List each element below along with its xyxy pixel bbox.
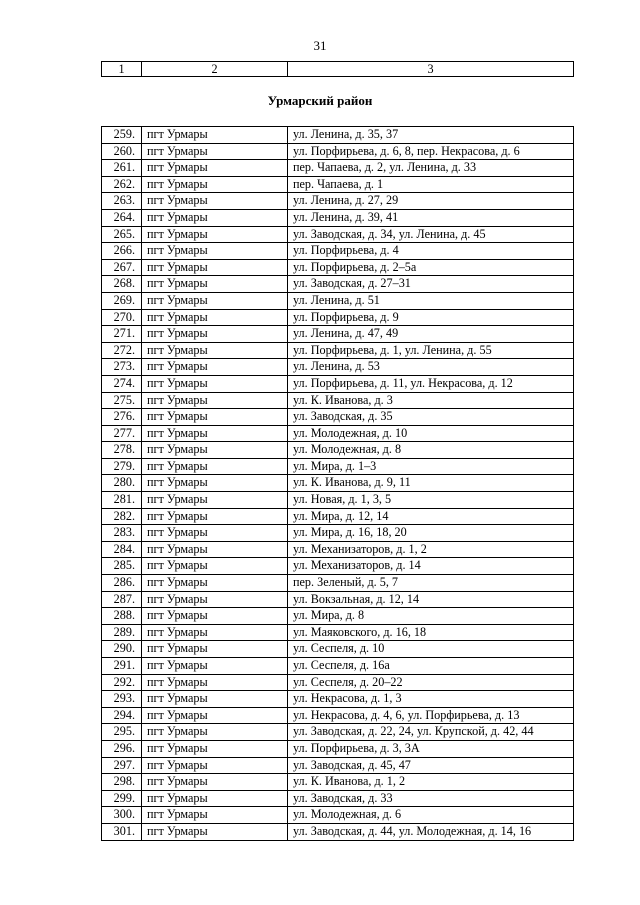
table-row	[102, 575, 574, 592]
row-address: ул. Мира, д. 12, 14	[288, 508, 574, 525]
row-address: ул. Порфирьева, д. 6, 8, пер. Некрасова, д. 6	[288, 143, 574, 160]
page-number: 31	[313, 38, 327, 53]
row-address: ул. Сеспеля, д. 10	[288, 641, 574, 658]
row-settlement: пгт Урмары	[142, 243, 288, 260]
table-row	[102, 608, 574, 625]
row-address: ул. Механизаторов, д. 1, 2	[288, 541, 574, 558]
row-number: 268.	[102, 276, 142, 293]
row-address: ул. Мира, д. 16, 18, 20	[288, 525, 574, 542]
row-address: пер. Чапаева, д. 2, ул. Ленина, д. 33	[288, 160, 574, 177]
row-address: ул. Порфирьева, д. 11, ул. Некрасова, д. 12	[288, 375, 574, 392]
row-address: ул. Молодежная, д. 10	[288, 425, 574, 442]
row-settlement: пгт Урмары	[142, 442, 288, 459]
table-row	[102, 624, 574, 641]
row-number: 264.	[102, 209, 142, 226]
row-number: 287.	[102, 591, 142, 608]
row-number: 298.	[102, 774, 142, 791]
table-row	[102, 807, 574, 824]
row-settlement: пгт Урмары	[142, 757, 288, 774]
row-address: ул. Ленина, д. 47, 49	[288, 326, 574, 343]
table-row	[102, 309, 574, 326]
table-row	[102, 259, 574, 276]
row-number: 271.	[102, 326, 142, 343]
row-settlement: пгт Урмары	[142, 375, 288, 392]
row-address: пер. Чапаева, д. 1	[288, 176, 574, 193]
row-settlement: пгт Урмары	[142, 309, 288, 326]
row-settlement: пгт Урмары	[142, 508, 288, 525]
row-settlement: пгт Урмары	[142, 740, 288, 757]
table-row	[102, 292, 574, 309]
row-settlement: пгт Урмары	[142, 160, 288, 177]
row-settlement: пгт Урмары	[142, 226, 288, 243]
row-settlement: пгт Урмары	[142, 624, 288, 641]
row-address: ул. Сеспеля, д. 20–22	[288, 674, 574, 691]
row-number: 278.	[102, 442, 142, 459]
row-address: ул. Новая, д. 1, 3, 5	[288, 492, 574, 509]
row-settlement: пгт Урмары	[142, 658, 288, 675]
row-settlement: пгт Урмары	[142, 541, 288, 558]
address-table	[101, 126, 574, 841]
table-row	[102, 541, 574, 558]
table-row	[102, 326, 574, 343]
table-row	[102, 375, 574, 392]
row-number: 292.	[102, 674, 142, 691]
row-settlement: пгт Урмары	[142, 674, 288, 691]
row-address: пер. Зеленый, д. 5, 7	[288, 575, 574, 592]
table-row	[102, 525, 574, 542]
address-table-body	[102, 127, 574, 841]
table-row	[102, 458, 574, 475]
table-row	[102, 209, 574, 226]
row-number: 291.	[102, 658, 142, 675]
row-number: 260.	[102, 143, 142, 160]
table-row	[102, 823, 574, 840]
row-number: 266.	[102, 243, 142, 260]
row-settlement: пгт Урмары	[142, 475, 288, 492]
row-number: 269.	[102, 292, 142, 309]
row-settlement: пгт Урмары	[142, 259, 288, 276]
row-address: ул. Ленина, д. 53	[288, 359, 574, 376]
row-number: 279.	[102, 458, 142, 475]
row-number: 274.	[102, 375, 142, 392]
table-row	[102, 276, 574, 293]
table-row	[102, 707, 574, 724]
table-row	[102, 226, 574, 243]
row-settlement: пгт Урмары	[142, 591, 288, 608]
row-address: ул. Сеспеля, д. 16а	[288, 658, 574, 675]
column-header-table	[101, 61, 574, 77]
row-settlement: пгт Урмары	[142, 209, 288, 226]
row-address: ул. Заводская, д. 22, 24, ул. Крупской, д. 42, 44	[288, 724, 574, 741]
row-settlement: пгт Урмары	[142, 790, 288, 807]
column-header-2: 2	[142, 62, 288, 77]
row-number: 267.	[102, 259, 142, 276]
row-address: ул. Мира, д. 1–3	[288, 458, 574, 475]
row-number: 273.	[102, 359, 142, 376]
row-address: ул. Некрасова, д. 1, 3	[288, 691, 574, 708]
row-address: ул. Механизаторов, д. 14	[288, 558, 574, 575]
row-number: 297.	[102, 757, 142, 774]
table-row	[102, 674, 574, 691]
row-settlement: пгт Урмары	[142, 425, 288, 442]
row-settlement: пгт Урмары	[142, 724, 288, 741]
row-settlement: пгт Урмары	[142, 326, 288, 343]
row-address: ул. Молодежная, д. 6	[288, 807, 574, 824]
row-number: 281.	[102, 492, 142, 509]
row-settlement: пгт Урмары	[142, 409, 288, 426]
row-address: ул. Некрасова, д. 4, 6, ул. Порфирьева, д. 13	[288, 707, 574, 724]
row-address: ул. Порфирьева, д. 4	[288, 243, 574, 260]
row-number: 272.	[102, 342, 142, 359]
row-number: 261.	[102, 160, 142, 177]
table-row	[102, 160, 574, 177]
table-row	[102, 176, 574, 193]
row-address: ул. Ленина, д. 51	[288, 292, 574, 309]
row-settlement: пгт Урмары	[142, 176, 288, 193]
table-row	[102, 442, 574, 459]
row-address: ул. Порфирьева, д. 9	[288, 309, 574, 326]
table-row	[102, 492, 574, 509]
table-row	[102, 757, 574, 774]
table-row	[102, 790, 574, 807]
row-number: 259.	[102, 127, 142, 144]
table-row	[102, 243, 574, 260]
row-address: ул. Порфирьева, д. 2–5а	[288, 259, 574, 276]
row-address: ул. Ленина, д. 35, 37	[288, 127, 574, 144]
row-address: ул. Ленина, д. 27, 29	[288, 193, 574, 210]
row-number: 296.	[102, 740, 142, 757]
row-settlement: пгт Урмары	[142, 127, 288, 144]
row-address: ул. Порфирьева, д. 3, 3А	[288, 740, 574, 757]
table-row	[102, 193, 574, 210]
row-number: 286.	[102, 575, 142, 592]
row-settlement: пгт Урмары	[142, 707, 288, 724]
column-header-row	[102, 62, 574, 77]
row-number: 290.	[102, 641, 142, 658]
row-address: ул. К. Иванова, д. 1, 2	[288, 774, 574, 791]
row-address: ул. Заводская, д. 44, ул. Молодежная, д. 14, 16	[288, 823, 574, 840]
table-row	[102, 558, 574, 575]
table-row	[102, 740, 574, 757]
row-settlement: пгт Урмары	[142, 143, 288, 160]
table-row	[102, 641, 574, 658]
row-settlement: пгт Урмары	[142, 807, 288, 824]
row-number: 283.	[102, 525, 142, 542]
row-settlement: пгт Урмары	[142, 193, 288, 210]
table-row	[102, 475, 574, 492]
row-settlement: пгт Урмары	[142, 641, 288, 658]
row-number: 284.	[102, 541, 142, 558]
row-settlement: пгт Урмары	[142, 691, 288, 708]
row-address: ул. Заводская, д. 34, ул. Ленина, д. 45	[288, 226, 574, 243]
table-row	[102, 409, 574, 426]
row-settlement: пгт Урмары	[142, 342, 288, 359]
section-title: Урмарский район	[267, 93, 373, 108]
row-number: 280.	[102, 475, 142, 492]
row-number: 288.	[102, 608, 142, 625]
row-settlement: пгт Урмары	[142, 608, 288, 625]
row-address: ул. Заводская, д. 27–31	[288, 276, 574, 293]
row-number: 294.	[102, 707, 142, 724]
table-row	[102, 359, 574, 376]
table-row	[102, 392, 574, 409]
row-settlement: пгт Урмары	[142, 276, 288, 293]
row-settlement: пгт Урмары	[142, 525, 288, 542]
row-settlement: пгт Урмары	[142, 558, 288, 575]
row-settlement: пгт Урмары	[142, 774, 288, 791]
row-address: ул. К. Иванова, д. 9, 11	[288, 475, 574, 492]
row-address: ул. Заводская, д. 35	[288, 409, 574, 426]
row-number: 262.	[102, 176, 142, 193]
row-address: ул. Порфирьева, д. 1, ул. Ленина, д. 55	[288, 342, 574, 359]
row-settlement: пгт Урмары	[142, 458, 288, 475]
row-address: ул. К. Иванова, д. 3	[288, 392, 574, 409]
table-row	[102, 508, 574, 525]
row-number: 276.	[102, 409, 142, 426]
row-settlement: пгт Урмары	[142, 823, 288, 840]
column-header-1: 1	[102, 62, 142, 77]
row-settlement: пгт Урмары	[142, 492, 288, 509]
row-address: ул. Ленина, д. 39, 41	[288, 209, 574, 226]
table-row	[102, 658, 574, 675]
row-address: ул. Маяковского, д. 16, 18	[288, 624, 574, 641]
row-number: 293.	[102, 691, 142, 708]
table-row	[102, 425, 574, 442]
row-number: 295.	[102, 724, 142, 741]
column-header-3: 3	[288, 62, 574, 77]
row-address: ул. Вокзальная, д. 12, 14	[288, 591, 574, 608]
row-number: 289.	[102, 624, 142, 641]
table-row	[102, 691, 574, 708]
row-number: 270.	[102, 309, 142, 326]
row-address: ул. Молодежная, д. 8	[288, 442, 574, 459]
row-number: 265.	[102, 226, 142, 243]
row-address: ул. Заводская, д. 45, 47	[288, 757, 574, 774]
row-settlement: пгт Урмары	[142, 292, 288, 309]
table-row	[102, 724, 574, 741]
table-row	[102, 774, 574, 791]
row-address: ул. Заводская, д. 33	[288, 790, 574, 807]
table-row	[102, 591, 574, 608]
row-number: 275.	[102, 392, 142, 409]
row-settlement: пгт Урмары	[142, 359, 288, 376]
row-settlement: пгт Урмары	[142, 575, 288, 592]
row-number: 300.	[102, 807, 142, 824]
row-number: 299.	[102, 790, 142, 807]
row-number: 263.	[102, 193, 142, 210]
row-settlement: пгт Урмары	[142, 392, 288, 409]
row-address: ул. Мира, д. 8	[288, 608, 574, 625]
row-number: 301.	[102, 823, 142, 840]
row-number: 277.	[102, 425, 142, 442]
table-row	[102, 143, 574, 160]
table-row	[102, 127, 574, 144]
table-row	[102, 342, 574, 359]
row-number: 285.	[102, 558, 142, 575]
row-number: 282.	[102, 508, 142, 525]
